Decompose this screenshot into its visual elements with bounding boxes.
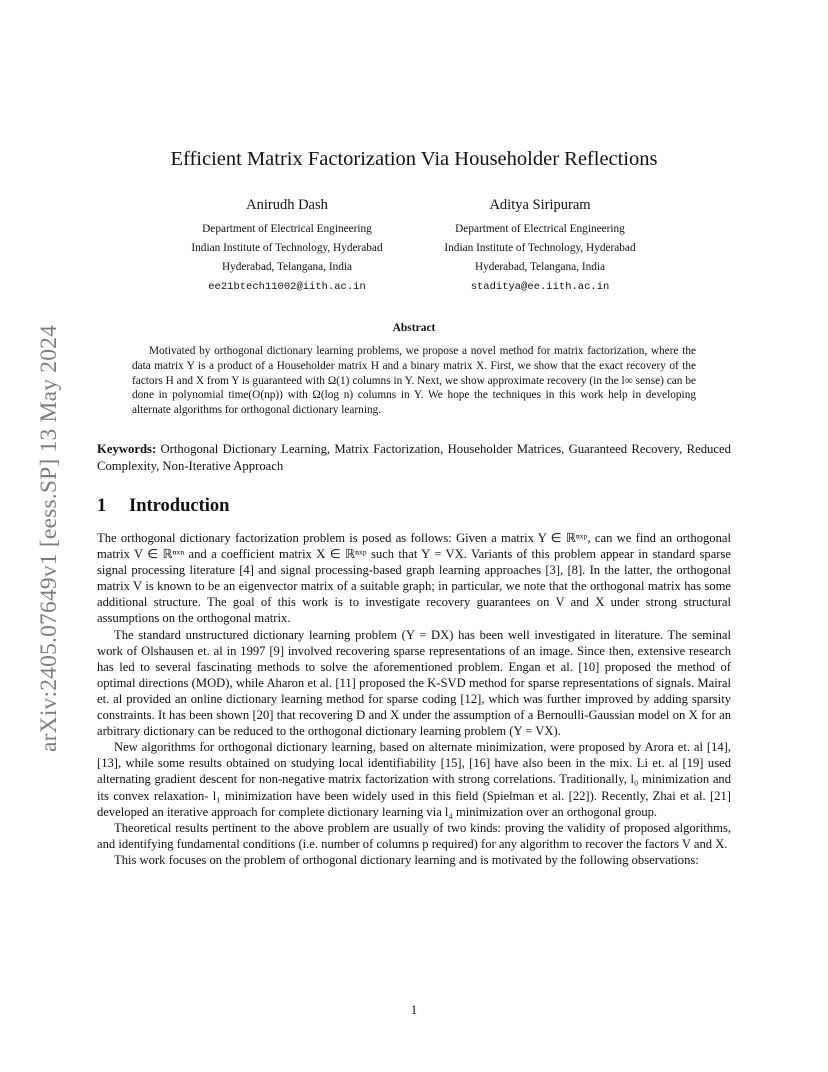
author-institute: Indian Institute of Technology, Hyderabad bbox=[191, 242, 383, 254]
author-email[interactable]: ee21btech11002@iith.ac.in bbox=[208, 281, 366, 293]
paragraph: New algorithms for orthogonal dictionary learning, based on alternate minimization, were proposed by Arora et. al [14], [13], while some results obtained on studying local identifiability [15], [16] have also been in the mix. Li et. al [19] used alternating gradient descent for non-negative matrix factorization with strong correlations. Traditionally, l₀ minimization and its convex relaxation- l₁ minimization have been widely used in this field (Spielman et al. [22]). Recently, Zhai et al. [21] developed an iterative approach for complete dictionary learning via l₄ minimization over an orthogonal group. bbox=[97, 740, 731, 819]
paragraph: This work focuses on the problem of orthogonal dictionary learning and is motivated by the following observations: bbox=[114, 852, 699, 867]
arxiv-sidebar bbox=[18, 272, 62, 752]
abstract-text: Motivated by orthogonal dictionary learning problems, we propose a novel method for matrix factorization, where the data matrix Y is a product of a Householder matrix H and a binary matrix X. First, we show that the exact recovery of the factors H and X from Y is guaranteed with Ω(1) columns in Y. Next, we show approximate recovery (in the l∞ sense) can be done in polynomial time(O(np)) with Ω(log n) columns in Y. We hope the techniques in this work help in developing alternate algorithms for orthogonal dictionary learning. bbox=[132, 345, 696, 417]
paragraph: The standard unstructured dictionary learning problem (Y = DX) has been well investigated in literature. The seminal work of Olshausen et. al in 1997 [9] involved recovering sparse representations of an image. Since then, extensive research has led to several fascinating methods to solve the aforementioned problem. Engan et al. [10] proposed the method of optimal directions (MOD), while Aharon et al. [11] proposed the K-SVD method for sparse representations of signals. Mairal et. al provided an online dictionary learning method for sparse coding [12], which was further improved by adding sparsity constraints. It has been shown [20] that recovering D and X under the assumption of a Bernoulli-Gaussian model on X for an arbitrary dictionary can be reduced to the orthogonal dictionary learning problem (Y = VX). bbox=[97, 627, 731, 739]
arxiv-identifier: arXiv:2405.07649v1 [eess.SP] 13 May 2024 bbox=[36, 324, 62, 752]
author-location: Hyderabad, Telangana, India bbox=[221, 261, 353, 273]
abstract-heading: Abstract bbox=[392, 322, 436, 334]
keywords bbox=[97, 441, 731, 474]
section-body bbox=[97, 530, 731, 868]
author-name: Anirudh Dash bbox=[246, 197, 328, 213]
section-heading bbox=[97, 496, 731, 517]
paragraph: Theoretical results pertinent to the above problem are usually of two kinds: proving the validity of proposed algorithms, and identifying fundamental conditions (i.e. number of columns p required) for any algorithm to recover the factors V and X. bbox=[97, 820, 731, 851]
author-location: Hyderabad, Telangana, India bbox=[474, 261, 606, 273]
section-number: 1 bbox=[97, 496, 107, 516]
author-institute: Indian Institute of Technology, Hyderabad bbox=[444, 242, 636, 254]
author-name: Aditya Siripuram bbox=[489, 197, 591, 213]
section-title: Introduction bbox=[129, 496, 230, 516]
author-department: Department of Electrical Engineering bbox=[202, 223, 372, 235]
author-email[interactable]: staditya@ee.iith.ac.in bbox=[470, 281, 610, 293]
author-department: Department of Electrical Engineering bbox=[455, 223, 625, 235]
author-2 bbox=[420, 196, 660, 297]
paragraph: The orthogonal dictionary factorization problem is posed as follows: Given a matrix Y ∈ ℝⁿˣᵖ, can we find an orthogonal matrix V ∈ ℝⁿˣⁿ and a coefficient matrix X ∈ ℝⁿˣᵖ such that Y = VX. Variants of this problem appear in standard sparse signal processing literature [4] and signal processing-based graph learning approaches [3], [8]. In the latter, the orthogonal matrix V is known to be an eigenvector matrix of a suitable graph; in particular, we note that the orthogonal matrix has some additional structure. The goal of this work is to investigate recovery guarantees on V and X under strong structural assumptions on the orthogonal matrix. bbox=[97, 531, 731, 626]
author-1 bbox=[167, 196, 407, 297]
keywords-list: Orthogonal Dictionary Learning, Matrix Factorization, Householder Matrices, Guaranteed Recovery, Reduced Complexity, Non-Iterative Approach bbox=[97, 442, 732, 473]
page-number: 1 bbox=[410, 1003, 418, 1017]
keywords-label: Keywords: bbox=[97, 442, 157, 456]
paper-title: Efficient Matrix Factorization Via Householder Reflections bbox=[170, 148, 658, 170]
